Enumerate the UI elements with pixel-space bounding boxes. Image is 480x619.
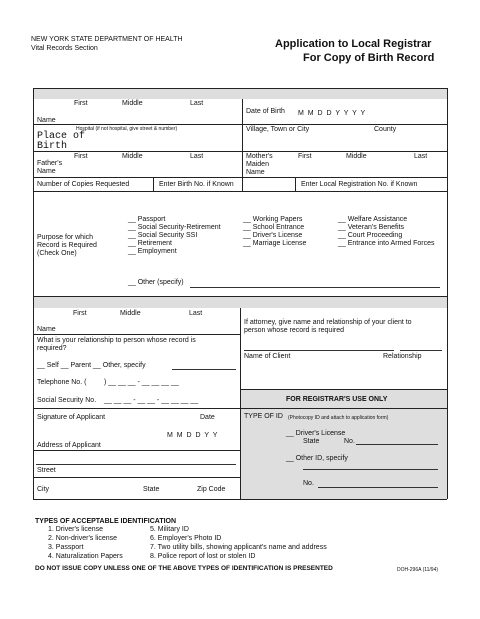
subject-first-label: First (74, 100, 88, 107)
applicant-first-label: First (73, 310, 87, 317)
rule (447, 88, 448, 191)
other-relationship-line[interactable] (172, 369, 236, 370)
fathers-name-label: Father's (37, 160, 63, 167)
rule (240, 408, 447, 409)
purpose-label-2: Record is Required (37, 242, 97, 249)
birth-no-label: Enter Birth No. if Known (159, 181, 234, 188)
relationship-question-2: required? (37, 345, 67, 352)
id-type-item: 3. Passport (48, 544, 84, 551)
father-first-label: First (74, 153, 88, 160)
relationship-question: What is your relationship to person whose record is (37, 337, 196, 344)
dob-label: Date of Birth (246, 108, 285, 115)
checkbox-ss-retirement[interactable]: __ Social Security-Retirement (128, 224, 221, 231)
id-type-item: 1. Driver's license (48, 526, 104, 533)
mothers-maiden-label: Mother's (246, 153, 273, 160)
father-middle-label: Middle (122, 153, 143, 160)
rule (33, 296, 447, 297)
relationship-label: Relationship (383, 353, 422, 360)
hospital-note: Hospital (if not hospital, give street & number) (76, 126, 178, 132)
zip-label: Zip Code (197, 486, 226, 493)
other-id-no-label: No. (303, 480, 314, 487)
id-warning: DO NOT ISSUE COPY UNLESS ONE OF THE ABOVE TYPES OF IDENTIFICATION IS PRESENTED (35, 565, 333, 572)
shaded-band-top (33, 89, 447, 99)
mother-middle-label: Middle (346, 153, 367, 160)
rule (240, 389, 447, 390)
signature-label: Signature of Applicant (37, 414, 106, 421)
village-label: Village, Town or City (246, 126, 310, 133)
checkbox-school-entrance[interactable]: __ School Entrance (243, 224, 305, 231)
fathers-name-label-2: Name (37, 168, 56, 175)
rule (33, 88, 447, 89)
rule (33, 450, 240, 451)
mother-last-label: Last (414, 153, 428, 160)
section-name: Vital Records Section (31, 45, 98, 52)
rule (33, 124, 447, 125)
id-type-item: 2. Non-driver's license (48, 535, 118, 542)
checkbox-welfare[interactable]: __ Welfare Assistance (338, 216, 408, 223)
applicant-last-label: Last (189, 310, 203, 317)
applicant-middle-label: Middle (120, 310, 141, 317)
rule (33, 191, 34, 296)
other-specify-line[interactable] (190, 287, 440, 288)
id-state-label: State (303, 438, 320, 445)
client-name-label: Name of Client (244, 353, 291, 360)
form-title-line1: Application to Local Registrar (275, 38, 432, 50)
state-label: State (143, 486, 160, 493)
telephone-label: Telephone No. ( (37, 379, 87, 386)
other-id-option[interactable]: __ Other ID, specify (286, 455, 348, 462)
attorney-instructions-2: person whose record is required (244, 327, 344, 334)
rule (33, 151, 447, 152)
registrar-title: FOR REGISTRAR'S USE ONLY (286, 396, 388, 403)
city-label: City (37, 486, 50, 493)
id-types-title: TYPES OF ACCEPTABLE IDENTIFICATION (35, 518, 177, 525)
relationship-line[interactable] (400, 350, 442, 351)
mothers-maiden-label-2: Maiden (246, 161, 269, 168)
date-label: Date (200, 414, 215, 421)
rule (33, 296, 34, 499)
rule (33, 88, 34, 191)
purpose-label-3: (Check One) (37, 250, 77, 257)
checkbox-court[interactable]: __ Court Proceeding (338, 232, 403, 239)
checkbox-passport[interactable]: __ Passport (128, 216, 166, 223)
type-of-id-note: (Photocopy ID and attach to application form) (288, 415, 389, 421)
mothers-maiden-label-3: Name (246, 169, 265, 176)
county-label: County (374, 126, 397, 133)
checkbox-retirement[interactable]: __ Retirement (128, 240, 172, 247)
rule (33, 499, 447, 500)
mother-first-label: First (298, 153, 312, 160)
place-of-birth-label: Place of (37, 131, 86, 142)
other-id-no-line[interactable] (318, 487, 438, 488)
ssn-label: Social Security No. (37, 397, 97, 404)
ssn-field[interactable]: __ __ __ - __ __ - __ __ __ __ (104, 397, 199, 404)
rule (447, 296, 448, 499)
id-no-label: No. (344, 438, 355, 445)
id-type-item: 5. Military ID (150, 526, 189, 533)
form-number: DOH-296A (11/94) (397, 567, 439, 573)
rule (153, 177, 154, 191)
telephone-field[interactable]: ) __ __ __ - __ __ __ __ (104, 379, 179, 386)
id-type-item: 6. Employer's Photo ID (150, 535, 222, 542)
rule (447, 191, 448, 296)
id-type-item: 7. Two utility bills, showing applicant's name and address (150, 544, 327, 551)
rule (33, 177, 447, 178)
checkbox-drivers-license[interactable]: __ Driver's License (243, 232, 303, 239)
checkbox-employment[interactable]: __ Employment (128, 248, 177, 255)
license-no-line[interactable] (356, 444, 438, 445)
drivers-license-option[interactable]: __ Driver's License (286, 430, 346, 437)
attorney-instructions: If attorney, give name and relationship of your client to (244, 319, 412, 326)
dob-format: M M D D Y Y Y Y (298, 110, 367, 117)
father-last-label: Last (190, 153, 204, 160)
other-id-line[interactable] (303, 469, 438, 470)
rule (295, 177, 296, 191)
rule (33, 408, 240, 409)
local-reg-no-label: Enter Local Registration No. if Known (301, 181, 418, 188)
department-name: NEW YORK STATE DEPARTMENT OF HEALTH (31, 36, 183, 43)
shaded-band-applicant (33, 297, 447, 308)
address-line[interactable] (36, 464, 236, 465)
client-name-line[interactable] (244, 350, 394, 351)
place-of-birth-label-2: Birth (37, 141, 68, 152)
address-label: Address of Applicant (37, 442, 101, 449)
checkbox-veterans[interactable]: __ Veteran's Benefits (338, 224, 404, 231)
rule (33, 477, 240, 478)
id-type-item: 4. Naturalization Papers (48, 553, 123, 560)
subject-middle-label: Middle (122, 100, 143, 107)
type-of-id-label: TYPE OF ID (244, 413, 283, 420)
relationship-options[interactable]: __ Self __ Parent __ Other, specify (37, 362, 146, 369)
subject-last-label: Last (190, 100, 204, 107)
rule (33, 191, 447, 192)
checkbox-marriage-license[interactable]: __ Marriage License (243, 240, 307, 247)
purpose-label: Purpose for which (37, 234, 94, 241)
date-format: M M D D Y Y (167, 432, 219, 439)
checkbox-armed-forces[interactable]: __ Entrance into Armed Forces (338, 240, 435, 247)
checkbox-working-papers[interactable]: __ Working Papers (243, 216, 303, 223)
rule (33, 334, 240, 335)
street-label: Street (37, 467, 56, 474)
form-title-line2: For Copy of Birth Record (303, 52, 435, 64)
copies-label: Number of Copies Requested (37, 181, 130, 188)
applicant-name-label: Name (37, 326, 56, 333)
subject-name-label: Name (37, 117, 56, 124)
id-type-item: 8. Police report of lost or stolen ID (150, 553, 256, 560)
checkbox-other[interactable]: __ Other (specify) (128, 279, 184, 286)
checkbox-ss-ssi[interactable]: __ Social Security SSI (128, 232, 198, 239)
